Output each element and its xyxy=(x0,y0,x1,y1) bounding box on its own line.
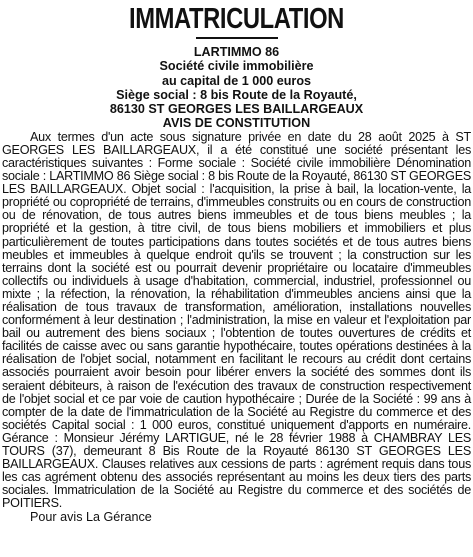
notice-signoff: Pour avis La Gérance xyxy=(30,509,152,524)
notice-body xyxy=(2,131,471,511)
company-header xyxy=(2,45,471,131)
heading-divider xyxy=(196,37,278,39)
notice-title: AVIS DE CONSTITUTION xyxy=(162,116,311,131)
notice-heading: IMMATRICULATION xyxy=(129,3,344,35)
notice-body-text: Aux termes d'un acte sous signature privée en date du 28 août 2025 à ST GEORGES LES BAILLARGEAUX, il a été constitué une société présentant les caractéristiques suivantes : Forme sociale : Société civile immobilière Dénomination sociale : LARTIMMO 86 Siège social : 8 bis Route de la Royauté, 86130 ST GEORGES LES BAILLARGEAUX. Objet social : l'acquisition, la prise à bail, la location-vente, la propriété ou copropriété de terrains, d'immeubles construits ou en cours de construction ou de rénovation, de tous autres biens immeubles et de tous biens meubles ; la propriété et la gestion, à titre civil, de tous biens mobiliers et immobiliers et plus particulièrement de toutes participations dans toutes sociétés et de tous autres biens meubles et immeubles à quelque endroit qu'ils se trouvent ; la construction sur les terrains dont la société est ou pourrait devenir propriétaire ou locataire d'immeubles collectifs ou individuels à usage d'habitation, commercial, industriel, professionnel ou mixte ; la réfection, la rénovation, la réhabilitation d'immeubles anciens ainsi que la réalisation de tous travaux de transformation, amélioration, installations nouvelles conformément à leur destination ; l'administration, la mise en valeur et l'exploitation par bail ou autrement des biens sociaux ; l'obtention de toutes ouvertures de crédits et facilités de caisse avec ou sans garantie hypothécaire, toutes opérations destinées à la réalisation de l'objet social, notamment en facilitant le recours au crédit dont certains associés pourraient avoir besoin pour libérer envers la société des sommes dont ils seraient débiteurs, à raison de l'exécution des travaux de construction respectivement de l'objet social et ce par voie de caution hypothécaire ; Durée de la Société : 99 ans à compter de la date de l'immatriculation de la Société au Registre du commerce et des sociétés Capital social : 1 000 euros, constitué uniquement d'apports en numéraire. Gérance : Monsieur Jérémy LARTIGUE, né le 28 février 1988 à CHAMBRAY LES TOURS (37), demeurant 8 Bis Route de la Royauté 86130 ST GEORGES LES BAILLARGEAUX. Clauses relatives aux cessions de parts : agrément requis dans tous les cas agrément obtenu des associés représentant au moins les deux tiers des parts sociales. Immatriculation de la Société au Registre du commerce et des sociétés de POITIERS. xyxy=(2,129,471,511)
company-capital: au capital de 1 000 euros xyxy=(161,73,312,88)
registered-city: 86130 ST GEORGES LES BAILLARGEAUX xyxy=(109,102,364,117)
company-type: Société civile immobilière xyxy=(159,59,314,74)
registered-office: Siège social : 8 bis Route de la Royauté, xyxy=(116,87,357,102)
company-name: LARTIMMO 86 xyxy=(193,45,280,59)
